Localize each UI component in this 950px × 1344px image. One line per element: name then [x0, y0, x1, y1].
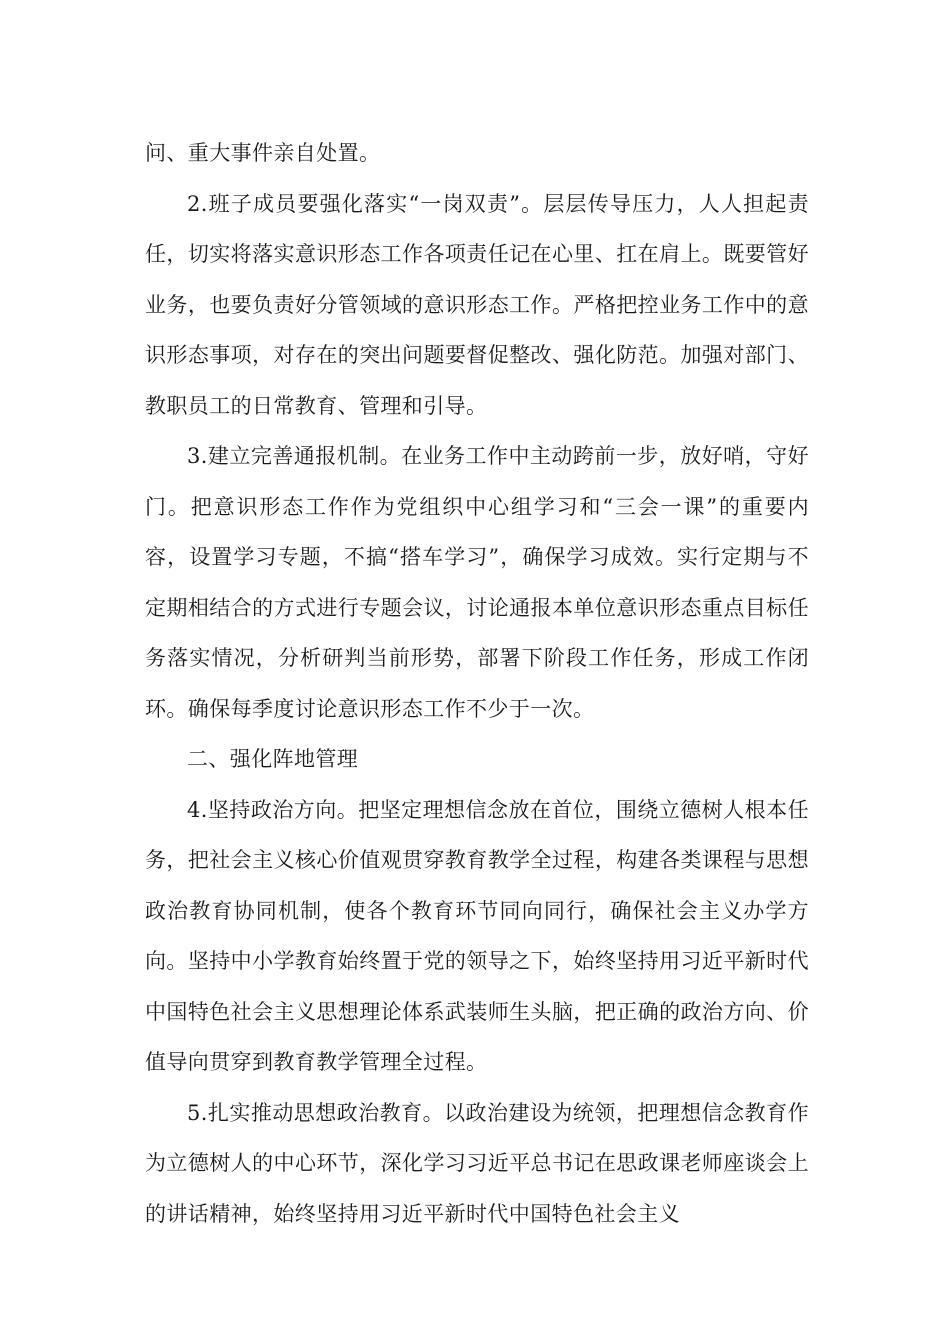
paragraph-item-2: 2.班子成员要强化落实“一岗双责”。层层传导压力，人人担起责任，切实将落实意识形态工作各项责任记在心里、扛在肩上。既要管好业务，也要负责好分管领域的意识形态工作。严格把控业务工作中的意识形态事项，对存在的突出问题要督促整改、强化防范。加强对部门、教职员工的日常教育、管理和引导。: [145, 191, 809, 418]
section-heading-2: 二、强化阵地管理: [187, 747, 359, 771]
paragraph-item-3: 3.建立完善通报机制。在业务工作中主动跨前一步，放好哨，守好门。把意识形态工作作为党组织中心组学习和“三会一课”的重要内容，设置学习专题，不搞“搭车学习”，确保学习成效。实行定期与不定期相结合的方式进行专题会议，讨论通报本单位意识形态重点目标任务落实情况，分析研判当前形势，部署下阶段工作任务，形成工作闭环。确保每季度讨论意识形态工作不少于一次。: [145, 444, 809, 721]
paragraph-continuation: 问、重大事件亲自处置。: [145, 141, 381, 165]
paragraph-item-4: 4.坚持政治方向。把坚定理想信念放在首位，围绕立德树人根本任务，把社会主义核心价值观贯穿教育教学全过程，构建各类课程与思想政治教育协同机制，使各个教育环节同向同行，确保社会主义办学方向。坚持中小学教育始终置于党的领导之下，始终坚持用习近平新时代中国特色社会主义思想理论体系武装师生头脑，把正确的政治方向、价值导向贯穿到教育教学管理全过程。: [145, 797, 809, 1074]
paragraph-item-5: 5.扎实推动思想政治教育。以政治建设为统领，把理想信念教育作为立德树人的中心环节，深化学习习近平总书记在思政课老师座谈会上的讲话精神，始终坚持用习近平新时代中国特色社会主义: [145, 1100, 809, 1226]
document-body: [145, 128, 809, 1239]
